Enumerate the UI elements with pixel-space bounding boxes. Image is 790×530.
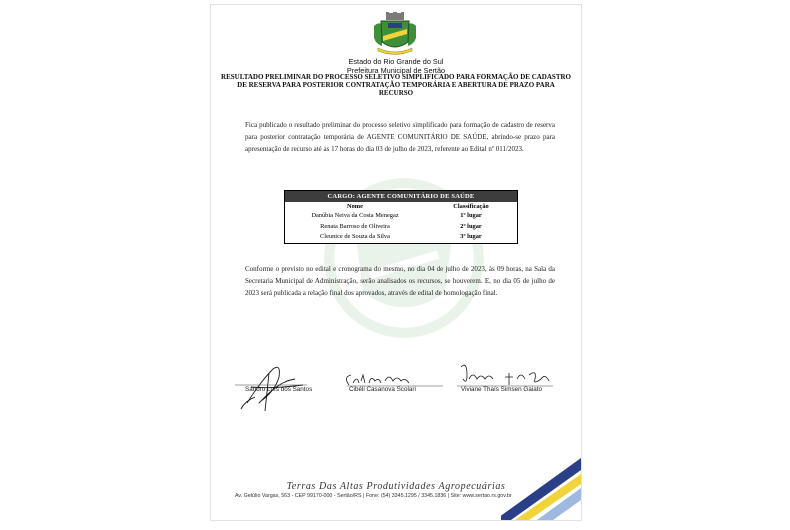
candidate-rank: 2º lugar	[460, 222, 482, 230]
footer-address: Av. Getúlio Vargas, 563 - CEP 99170-000 - Sertão/RS | Fone: (54) 3345.1295 / 3345.1836 | Site: www.sertao.rs.gov.br	[235, 493, 512, 499]
results-table	[284, 190, 518, 244]
table-row	[285, 222, 517, 233]
candidate-rank: 3º lugar	[460, 233, 482, 240]
column-header-name: Nome	[347, 203, 363, 210]
footer-decorative-stripes	[501, 450, 581, 520]
document-title: RESULTADO PRELIMINAR DO PROCESSO SELETIVO SIMPLIFICADO PARA FORMAÇÃO DE CADASTRO DE RESERVA PARA POSTERIOR CONTRATAÇÃO TEMPORÁRIA E ABERTURA DE PRAZO PARA RECURSO	[221, 73, 571, 98]
footer-motto: Terras Das Altas Produtividades Agropecuárias	[286, 481, 506, 492]
body-paragraph-2: Conforme o previsto no edital e cronograma do mesmo, no dia 04 de julho de 2023, às 09 horas, na Sala da Secretaria Municipal de Administração, serão analisados os recursos, se houverem. E, no dia 05 de julho de 2023 será publicada a relação final dos aprovados, através de edital de homologação final.	[245, 265, 555, 298]
column-header-rank: Classificação	[453, 203, 489, 210]
candidate-name: Cleunice de Souza da Silva	[320, 233, 390, 240]
signature-name-1: Sandro Luís dos Santos	[245, 386, 313, 393]
candidate-rank: 1º lugar	[460, 212, 482, 219]
candidate-name: Danúbia Neiva da Costa Menegaz	[311, 212, 399, 219]
document-page	[211, 5, 581, 520]
signature-2-scribble	[346, 375, 409, 385]
body-paragraph-1: Fica publicado o resultado preliminar do processo seletivo simplificado para formação de cadastro de reserva para posterior contratação temporária de AGENTE COMUNITÁRIO DE SAÚDE, abrindo-se prazo para apresentação de recurso até as 17 horas do dia 03 de julho de 2023, referente ao Edital nº 011/2023.	[245, 121, 555, 154]
municipality-name: Prefeitura Municipal de Sertão	[346, 66, 446, 75]
table-row	[285, 232, 517, 243]
table-row	[285, 211, 517, 222]
candidate-name: Renata Barroso de Oliveira	[320, 222, 390, 230]
coat-of-arms-logo	[372, 12, 418, 56]
table-header-row	[285, 202, 517, 211]
signature-name-2: Cibéli Casanova Scolari	[349, 386, 416, 393]
signature-3-scribble	[461, 365, 549, 385]
state-name: Estado do Rio Grande do Sul	[348, 57, 444, 66]
signature-name-3: Viviane Thaís Simsen Gaiato	[461, 386, 542, 393]
table-caption: CARGO: AGENTE COMUNITÁRIO DE SAÚDE	[285, 191, 517, 202]
